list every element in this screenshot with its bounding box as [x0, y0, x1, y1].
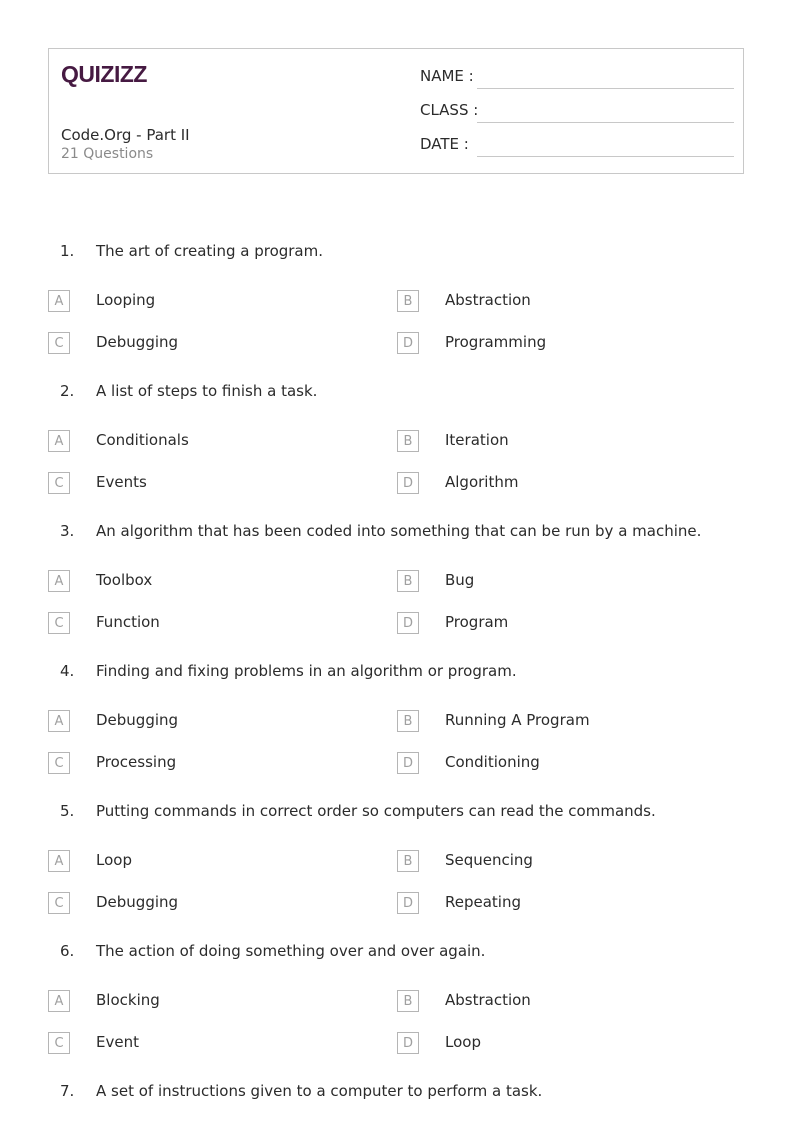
option-c-text: Debugging [96, 333, 179, 351]
option-a-text: Blocking [96, 991, 160, 1009]
option-a-text: Looping [96, 291, 156, 309]
class-field[interactable] [420, 101, 734, 123]
name-field[interactable] [420, 67, 734, 89]
option-c-text: Function [96, 613, 160, 631]
option-c-text: Events [96, 473, 147, 491]
option-c-box[interactable]: C [48, 612, 70, 634]
option-c-box[interactable]: C [48, 752, 70, 774]
option-b-text: Abstraction [445, 991, 531, 1009]
option-b-box[interactable]: B [397, 430, 419, 452]
option-a-box[interactable]: A [48, 570, 70, 592]
date-line[interactable] [477, 156, 734, 157]
question-number: 4. [60, 662, 75, 680]
question-number: 2. [60, 382, 75, 400]
question-text: An algorithm that has been coded into something that can be run by a machine. [96, 522, 702, 540]
option-a-box[interactable]: A [48, 290, 70, 312]
option-c-box[interactable]: C [48, 1032, 70, 1054]
option-b-text: Sequencing [445, 851, 533, 869]
question-count: 21 Questions [61, 146, 154, 162]
option-a-text: Conditionals [96, 431, 189, 449]
worksheet-title: Code.Org - Part II [61, 126, 190, 144]
class-label: CLASS : [420, 101, 479, 119]
option-d-box[interactable]: D [397, 752, 419, 774]
question-number: 7. [60, 1082, 75, 1100]
option-b-box[interactable]: B [397, 990, 419, 1012]
option-d-text: Programming [445, 333, 547, 351]
option-d-text: Repeating [445, 893, 521, 911]
quizizz-logo [61, 61, 153, 87]
option-d-text: Loop [445, 1033, 481, 1051]
question-text: Putting commands in correct order so computers can read the commands. [96, 802, 656, 820]
question-number: 5. [60, 802, 75, 820]
date-field[interactable] [420, 135, 734, 157]
question-text: The art of creating a program. [96, 242, 324, 260]
question-text: The action of doing something over and over again. [96, 942, 486, 960]
option-a-box[interactable]: A [48, 430, 70, 452]
question-text: Finding and fixing problems in an algorithm or program. [96, 662, 517, 680]
class-line[interactable] [477, 122, 734, 123]
option-d-box[interactable]: D [397, 1032, 419, 1054]
option-c-box[interactable]: C [48, 332, 70, 354]
option-c-box[interactable]: C [48, 472, 70, 494]
name-line[interactable] [477, 88, 734, 89]
option-b-box[interactable]: B [397, 710, 419, 732]
option-d-text: Algorithm [445, 473, 519, 491]
option-b-box[interactable]: B [397, 290, 419, 312]
option-d-text: Conditioning [445, 753, 540, 771]
option-d-box[interactable]: D [397, 472, 419, 494]
worksheet-header [48, 48, 744, 174]
option-b-text: Abstraction [445, 291, 531, 309]
option-a-box[interactable]: A [48, 710, 70, 732]
option-a-box[interactable]: A [48, 850, 70, 872]
question-number: 6. [60, 942, 75, 960]
name-label: NAME : [420, 67, 474, 85]
option-d-box[interactable]: D [397, 332, 419, 354]
option-c-box[interactable]: C [48, 892, 70, 914]
question-number: 1. [60, 242, 75, 260]
question-text: A set of instructions given to a computer to perform a task. [96, 1082, 543, 1100]
option-d-box[interactable]: D [397, 892, 419, 914]
option-a-text: Loop [96, 851, 132, 869]
option-d-box[interactable]: D [397, 612, 419, 634]
option-c-text: Processing [96, 753, 177, 771]
option-b-box[interactable]: B [397, 570, 419, 592]
option-b-text: Running A Program [445, 711, 590, 729]
option-d-text: Program [445, 613, 509, 631]
option-a-text: Toolbox [96, 571, 153, 589]
option-b-text: Bug [445, 571, 475, 589]
svg-text:QUIZIZZ: QUIZIZZ [61, 61, 147, 87]
option-a-text: Debugging [96, 711, 179, 729]
option-b-text: Iteration [445, 431, 509, 449]
question-number: 3. [60, 522, 75, 540]
quizizz-logo-icon [61, 61, 153, 87]
option-c-text: Debugging [96, 893, 179, 911]
option-c-text: Event [96, 1033, 139, 1051]
option-a-box[interactable]: A [48, 990, 70, 1012]
date-label: DATE : [420, 135, 469, 153]
option-b-box[interactable]: B [397, 850, 419, 872]
question-text: A list of steps to finish a task. [96, 382, 318, 400]
